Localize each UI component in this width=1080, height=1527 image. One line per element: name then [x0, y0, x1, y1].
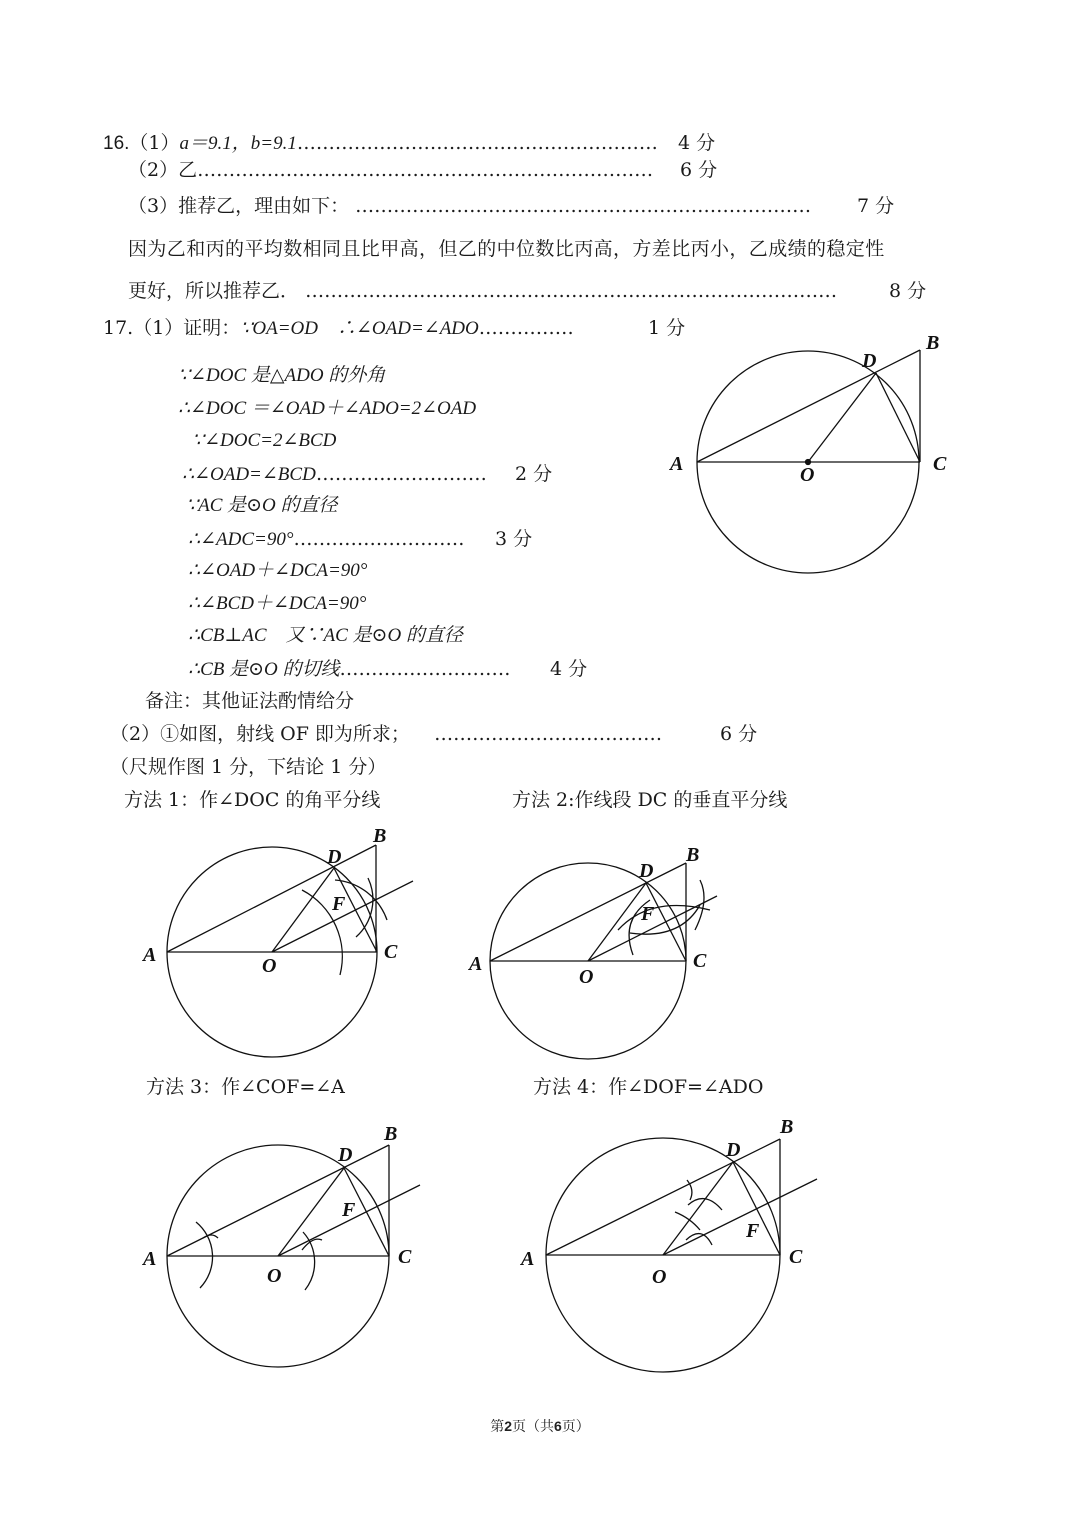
q17-part2-text: （2）①如图，射线 OF 即为所求；: [110, 723, 410, 745]
q16-part3-label: （3）: [128, 195, 179, 217]
proof-score: 2 分: [515, 463, 553, 485]
method2-caption: 方法 2:作线段 DC 的垂直平分线: [512, 789, 788, 811]
label-D: D: [338, 1144, 353, 1166]
figure-method4: [546, 1138, 817, 1372]
label-C: C: [693, 950, 707, 972]
label-O: O: [652, 1266, 667, 1288]
label-O: O: [267, 1265, 282, 1287]
proof-step: ∴CB 是⊙O 的切线: [188, 659, 340, 680]
page-number: 2: [504, 1418, 512, 1434]
q16-part1-label: （1）: [129, 132, 180, 154]
label-F: F: [332, 893, 346, 915]
label-B: B: [780, 1116, 794, 1138]
label-D: D: [327, 846, 342, 868]
label-F: F: [746, 1220, 760, 1242]
label-D: D: [862, 350, 877, 372]
q16-part3-score: 7 分: [857, 195, 895, 217]
label-B: B: [686, 844, 700, 866]
label-A: A: [521, 1248, 535, 1270]
proof-step: ∴∠OAD＋∠DCA=90°: [188, 560, 368, 581]
q16-reason-line1: 因为乙和丙的平均数相同且比甲高，但乙的中位数比丙高，方差比丙小，乙成绩的稳定性: [128, 238, 885, 260]
figure-method2: [490, 863, 717, 1059]
label-O: O: [262, 955, 277, 977]
q16-part2-answer: 乙: [178, 159, 198, 181]
total-pages: 6: [554, 1418, 562, 1434]
method1-caption: 方法 1：作∠DOC 的角平分线: [124, 789, 381, 811]
label-F: F: [342, 1199, 356, 1221]
label-B: B: [926, 332, 940, 354]
figure-method1: [167, 845, 413, 1057]
method3-caption: 方法 3：作∠COF=∠A: [146, 1076, 345, 1098]
label-C: C: [398, 1246, 412, 1268]
footer-prefix: 第: [490, 1418, 505, 1434]
q16-part1-score: 4 分: [678, 132, 716, 154]
label-O: O: [800, 464, 815, 486]
leader-dots: ………………………: [315, 463, 487, 485]
q16-part2-score: 6 分: [680, 159, 718, 181]
q16-part1-answer: a＝9.1，b=9.1: [179, 133, 297, 154]
proof-score: 4 分: [550, 658, 588, 680]
leader-dots: ………………………………………………………………: [197, 159, 654, 181]
leader-dots: …………………………………………………………………………: [305, 280, 838, 302]
q17-part1-label: （1）证明：: [133, 317, 241, 339]
label-A: A: [469, 953, 483, 975]
q16-reason-score: 8 分: [889, 280, 927, 302]
leader-dots: ………………………: [293, 528, 465, 550]
proof-step: ∴∠ADC=90°: [188, 529, 294, 550]
leader-dots: ………………………………: [434, 723, 663, 745]
proof-step: ∴∠DOC ＝∠OAD＋∠ADO=2∠OAD: [178, 398, 477, 419]
q16-reason-text: 更好，所以推荐乙．: [128, 280, 300, 302]
method4-caption: 方法 4：作∠DOF=∠ADO: [533, 1076, 764, 1098]
proof-step: ∴CB⊥AC 又∵AC 是⊙O 的直径: [188, 625, 463, 646]
proof-step: ∵OA=OD ∴∠OAD=∠ADO: [240, 318, 479, 339]
page-footer: [0, 1416, 1080, 1436]
proof-score: 1 分: [648, 317, 686, 339]
q16-number: 16.: [103, 133, 130, 154]
q17-number: 17.: [103, 317, 134, 339]
footer-mid: 页（共: [512, 1418, 554, 1434]
figure-method3: [167, 1145, 420, 1367]
leader-dots: ………………………: [339, 658, 511, 680]
label-C: C: [933, 453, 947, 475]
leader-dots: ……………: [478, 317, 574, 339]
proof-step: ∴∠OAD=∠BCD: [182, 464, 316, 485]
label-A: A: [670, 453, 684, 475]
proof-score: 3 分: [495, 528, 533, 550]
label-O: O: [579, 966, 594, 988]
proof-step: ∵AC 是⊙O 的直径: [186, 495, 338, 516]
label-A: A: [143, 1248, 157, 1270]
q17-part2-score: 6 分: [720, 723, 758, 745]
figure-main: [697, 350, 920, 573]
label-B: B: [373, 825, 387, 847]
proof-step: ∴∠BCD＋∠DCA=90°: [188, 593, 367, 614]
leader-dots: …………………………………………………: [296, 132, 658, 154]
label-B: B: [384, 1123, 398, 1145]
footer-suffix: 页）: [561, 1418, 590, 1434]
q16-part3-answer: 推荐乙，理由如下：: [178, 195, 350, 217]
q16-part2-label: （2）: [128, 159, 179, 181]
label-A: A: [143, 944, 157, 966]
proof-step: ∵∠DOC=2∠BCD: [192, 430, 337, 451]
label-D: D: [726, 1139, 741, 1161]
label-D: D: [639, 860, 654, 882]
label-F: F: [641, 903, 655, 925]
leader-dots: ………………………………………………………………: [355, 195, 812, 217]
proof-step: ∵∠DOC 是△ADO 的外角: [178, 365, 386, 386]
q17-note: 备注：其他证法酌情给分: [145, 690, 355, 712]
label-C: C: [789, 1246, 803, 1268]
label-C: C: [384, 941, 398, 963]
q17-part2-note: （尺规作图 1 分，下结论 1 分）: [110, 756, 387, 778]
